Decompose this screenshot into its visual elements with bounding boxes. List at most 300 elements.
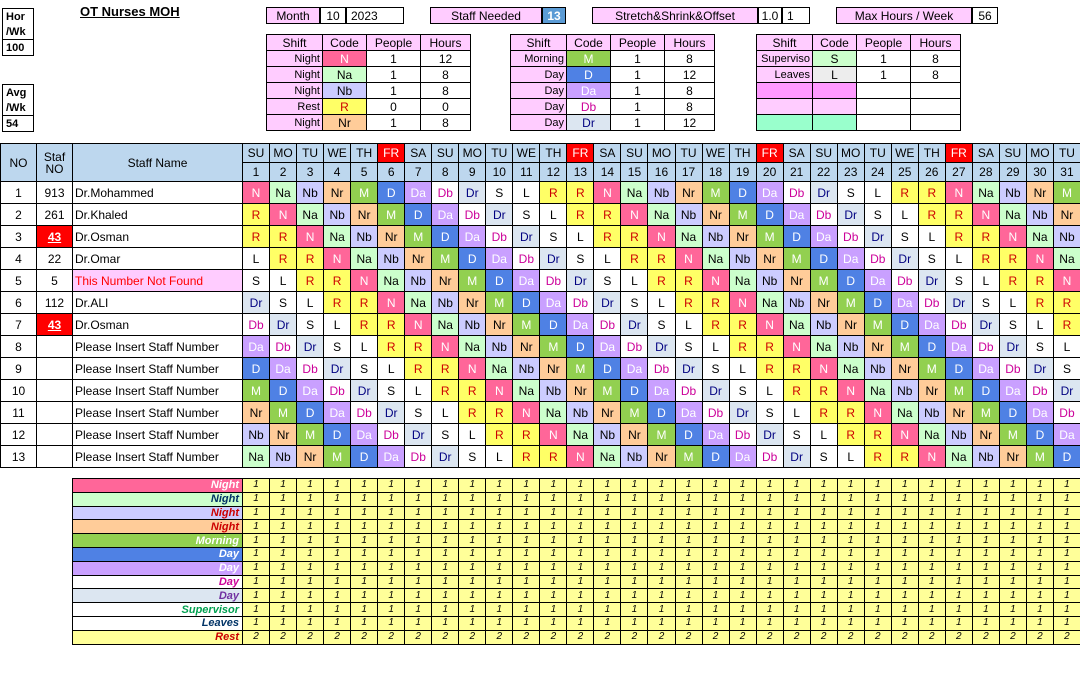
shift-cell[interactable]: Nr [432,270,459,292]
shift-cell[interactable]: Dr [432,446,459,468]
staff-number-cell[interactable] [37,402,73,424]
shift-cell[interactable]: Na [783,314,810,336]
shift-cell[interactable]: R [648,270,675,292]
shift-cell[interactable]: M [756,226,783,248]
shift-cell[interactable]: R [378,336,405,358]
shift-cell[interactable]: Na [729,270,756,292]
shift-cell[interactable]: R [567,182,594,204]
shift-cell[interactable]: Dr [1026,358,1053,380]
shift-cell[interactable]: N [432,336,459,358]
shift-cell[interactable]: Nb [297,182,324,204]
shift-cell[interactable]: Nr [243,402,270,424]
shift-cell[interactable]: S [891,226,918,248]
shift-cell[interactable]: Nb [648,182,675,204]
shift-cell[interactable]: M [648,424,675,446]
shift-cell[interactable]: Dr [351,380,378,402]
shift-cell[interactable]: R [459,402,486,424]
shift-cell[interactable]: R [729,336,756,358]
shift-cell[interactable]: Dr [729,402,756,424]
shift-cell[interactable]: D [432,226,459,248]
shift-cell[interactable]: Nb [621,446,648,468]
shift-cell[interactable]: Db [594,314,621,336]
shift-cell[interactable]: Nr [378,226,405,248]
shift-cell[interactable]: S [864,204,891,226]
shift-cell[interactable]: S [378,380,405,402]
shift-cell[interactable]: Db [945,314,972,336]
shift-cell[interactable]: Db [999,358,1026,380]
shift-cell[interactable]: Nr [675,182,702,204]
shift-cell[interactable]: M [783,248,810,270]
shift-cell[interactable]: M [621,402,648,424]
shift-cell[interactable]: L [837,446,864,468]
shift-cell[interactable]: R [270,226,297,248]
shift-cell[interactable]: S [351,358,378,380]
shift-cell[interactable]: Db [405,446,432,468]
shift-cell[interactable]: Db [675,380,702,402]
shift-cell[interactable]: S [297,314,324,336]
shift-cell[interactable]: M [675,446,702,468]
shift-cell[interactable]: Dr [594,292,621,314]
shift-cell[interactable]: M [945,380,972,402]
shift-cell[interactable]: D [648,402,675,424]
shift-cell[interactable]: Dr [945,292,972,314]
shift-cell[interactable]: R [783,380,810,402]
shift-cell[interactable]: S [594,270,621,292]
shift-cell[interactable]: N [945,182,972,204]
shift-cell[interactable]: M [540,336,567,358]
shift-cell[interactable]: Na [810,336,837,358]
shift-cell[interactable]: D [459,248,486,270]
shift-cell[interactable]: Da [1026,402,1053,424]
shift-cell[interactable]: Dr [405,424,432,446]
shift-cell[interactable]: Dr [810,182,837,204]
shift-cell[interactable]: Db [702,402,729,424]
shift-cell[interactable]: Dr [297,336,324,358]
shift-cell[interactable]: Da [378,446,405,468]
shift-cell[interactable]: R [810,380,837,402]
shift-cell[interactable]: D [567,336,594,358]
shift-cell[interactable]: S [675,336,702,358]
shift-cell[interactable]: S [243,270,270,292]
shift-cell[interactable]: Dr [918,270,945,292]
shift-cell[interactable]: N [756,314,783,336]
shift-cell[interactable]: Da [783,204,810,226]
shift-cell[interactable]: Nr [729,226,756,248]
shift-cell[interactable]: S [648,314,675,336]
shift-cell[interactable]: Nb [837,336,864,358]
shift-cell[interactable]: L [783,402,810,424]
shift-cell[interactable]: M [567,358,594,380]
shift-cell[interactable]: Nb [999,182,1026,204]
shift-cell[interactable]: D [513,292,540,314]
shift-cell[interactable]: S [432,424,459,446]
shift-cell[interactable]: R [999,248,1026,270]
shift-cell[interactable]: Da [756,182,783,204]
shift-cell[interactable]: Dr [243,292,270,314]
shift-cell[interactable]: Na [918,424,945,446]
staff-number-cell[interactable]: 43 [37,226,73,248]
shift-cell[interactable]: Da [594,336,621,358]
shift-cell[interactable]: Nb [486,336,513,358]
shift-cell[interactable]: Da [648,380,675,402]
shift-cell[interactable]: Nr [297,446,324,468]
shift-cell[interactable]: R [486,424,513,446]
shift-cell[interactable]: R [621,248,648,270]
shift-cell[interactable]: L [432,402,459,424]
shift-cell[interactable]: Na [459,336,486,358]
shift-cell[interactable]: M [1053,182,1080,204]
shift-cell[interactable]: Dr [972,314,999,336]
shift-cell[interactable]: Da [1053,424,1080,446]
shift-cell[interactable]: Nb [270,446,297,468]
shift-cell[interactable]: Db [1053,402,1080,424]
shift-cell[interactable]: R [351,292,378,314]
shift-cell[interactable]: Nb [729,248,756,270]
shift-cell[interactable]: Nb [945,424,972,446]
shift-cell[interactable]: L [972,270,999,292]
staff-number-cell[interactable] [37,424,73,446]
shift-cell[interactable]: Dr [1053,380,1080,402]
shift-cell[interactable]: L [621,270,648,292]
shift-cell[interactable]: L [351,336,378,358]
shift-cell[interactable]: R [999,270,1026,292]
staff-number-cell[interactable]: 5 [37,270,73,292]
shift-cell[interactable]: N [351,270,378,292]
shift-cell[interactable]: Db [648,358,675,380]
shift-cell[interactable]: Db [243,314,270,336]
shift-cell[interactable]: Na [378,270,405,292]
shift-cell[interactable]: Nb [1053,226,1080,248]
shift-cell[interactable]: Dr [756,424,783,446]
shift-cell[interactable]: S [810,446,837,468]
shift-cell[interactable]: Nb [918,402,945,424]
shift-cell[interactable]: M [918,358,945,380]
shift-cell[interactable]: Db [540,270,567,292]
shift-cell[interactable]: Na [945,446,972,468]
shift-cell[interactable]: N [891,424,918,446]
shift-cell[interactable]: S [702,358,729,380]
shift-cell[interactable]: Dr [837,204,864,226]
shift-cell[interactable]: R [324,292,351,314]
shift-cell[interactable]: R [243,226,270,248]
shift-cell[interactable]: Db [378,424,405,446]
shift-cell[interactable]: Nr [486,314,513,336]
staff-number-cell[interactable] [37,336,73,358]
shift-cell[interactable]: L [1026,314,1053,336]
stretch-b-input[interactable]: 1 [782,7,810,24]
shift-cell[interactable]: L [324,314,351,336]
staff-number-cell[interactable]: 913 [37,182,73,204]
shift-cell[interactable]: Db [297,358,324,380]
shift-cell[interactable]: Na [540,402,567,424]
shift-cell[interactable]: N [864,402,891,424]
shift-cell[interactable]: S [486,182,513,204]
shift-cell[interactable]: M [405,226,432,248]
shift-cell[interactable]: D [972,380,999,402]
shift-cell[interactable]: R [459,380,486,402]
shift-cell[interactable]: Nr [837,314,864,336]
shift-cell[interactable]: Dr [486,204,513,226]
shift-cell[interactable]: Nr [918,380,945,402]
shift-cell[interactable]: R [243,204,270,226]
shift-cell[interactable]: R [891,182,918,204]
shift-cell[interactable]: L [270,270,297,292]
shift-cell[interactable]: M [486,292,513,314]
shift-cell[interactable]: N [972,204,999,226]
shift-cell[interactable]: R [405,336,432,358]
shift-cell[interactable]: Da [513,270,540,292]
shift-cell[interactable]: Nb [810,314,837,336]
shift-cell[interactable]: R [972,248,999,270]
shift-cell[interactable]: Db [810,204,837,226]
shift-cell[interactable]: Dr [567,270,594,292]
shift-cell[interactable]: Da [405,182,432,204]
shift-cell[interactable]: S [945,270,972,292]
shift-cell[interactable]: D [324,424,351,446]
shift-cell[interactable]: N [324,248,351,270]
shift-cell[interactable]: S [540,226,567,248]
shift-cell[interactable]: Db [783,182,810,204]
staff-number-cell[interactable]: 22 [37,248,73,270]
shift-cell[interactable]: M [729,204,756,226]
shift-cell[interactable]: R [783,358,810,380]
shift-cell[interactable]: Db [621,336,648,358]
shift-cell[interactable]: Na [405,292,432,314]
shift-cell[interactable]: M [810,270,837,292]
shift-cell[interactable]: D [378,182,405,204]
shift-cell[interactable]: D [918,336,945,358]
shift-cell[interactable]: Nb [891,380,918,402]
shift-cell[interactable]: R [486,402,513,424]
shift-cell[interactable]: D [243,358,270,380]
shift-cell[interactable]: R [702,292,729,314]
shift-cell[interactable]: L [810,424,837,446]
shift-cell[interactable]: R [891,446,918,468]
shift-cell[interactable]: D [486,270,513,292]
shift-cell[interactable]: R [1053,292,1080,314]
shift-cell[interactable]: M [243,380,270,402]
shift-cell[interactable]: D [756,204,783,226]
shift-cell[interactable]: D [864,292,891,314]
shift-cell[interactable]: Dr [891,248,918,270]
staff-number-cell[interactable]: 112 [37,292,73,314]
shift-cell[interactable]: Da [540,292,567,314]
shift-cell[interactable]: M [351,182,378,204]
shift-cell[interactable]: N [1026,248,1053,270]
shift-cell[interactable]: Da [810,226,837,248]
shift-cell[interactable]: Na [648,204,675,226]
shift-cell[interactable]: M [378,204,405,226]
shift-cell[interactable]: L [945,248,972,270]
shift-cell[interactable]: L [567,226,594,248]
shift-cell[interactable]: D [945,358,972,380]
shift-cell[interactable]: Nb [756,270,783,292]
shift-cell[interactable]: M [432,248,459,270]
shift-cell[interactable]: Dr [324,358,351,380]
shift-cell[interactable]: Na [270,182,297,204]
shift-cell[interactable]: D [1026,424,1053,446]
shift-cell[interactable]: Nr [702,204,729,226]
shift-cell[interactable]: Nr [756,248,783,270]
shift-cell[interactable]: L [729,358,756,380]
shift-cell[interactable]: N [594,182,621,204]
shift-cell[interactable]: Db [459,204,486,226]
shift-cell[interactable]: R [297,248,324,270]
shift-cell[interactable]: Dr [702,380,729,402]
shift-cell[interactable]: R [864,446,891,468]
stretch-a-input[interactable]: 1.0 [758,7,782,24]
shift-cell[interactable]: R [432,380,459,402]
shift-cell[interactable]: L [486,446,513,468]
shift-cell[interactable]: L [297,292,324,314]
shift-cell[interactable]: Da [621,358,648,380]
max-hours-input[interactable]: 56 [972,7,998,24]
shift-cell[interactable]: D [621,380,648,402]
shift-cell[interactable]: Na [351,248,378,270]
shift-cell[interactable]: Nr [810,292,837,314]
shift-cell[interactable]: R [513,446,540,468]
shift-cell[interactable]: Nb [243,424,270,446]
shift-cell[interactable]: N [999,226,1026,248]
shift-cell[interactable]: Na [756,292,783,314]
shift-cell[interactable]: S [1026,336,1053,358]
shift-cell[interactable]: Db [729,424,756,446]
shift-cell[interactable]: N [783,336,810,358]
shift-cell[interactable]: Na [621,182,648,204]
shift-cell[interactable]: M [972,402,999,424]
shift-cell[interactable]: N [459,358,486,380]
shift-cell[interactable]: R [513,424,540,446]
shift-cell[interactable]: M [837,292,864,314]
shift-cell[interactable]: Nb [864,358,891,380]
shift-cell[interactable]: L [1053,336,1080,358]
shift-cell[interactable]: L [594,248,621,270]
shift-cell[interactable]: Db [891,270,918,292]
shift-cell[interactable]: Db [864,248,891,270]
shift-cell[interactable]: Dr [648,336,675,358]
shift-cell[interactable]: D [270,380,297,402]
shift-cell[interactable]: Nr [459,292,486,314]
shift-cell[interactable]: L [405,380,432,402]
shift-cell[interactable]: Na [567,424,594,446]
shift-cell[interactable]: L [891,204,918,226]
staff-number-cell[interactable] [37,358,73,380]
shift-cell[interactable]: Na [1026,226,1053,248]
shift-cell[interactable]: Nr [405,248,432,270]
shift-cell[interactable]: D [783,226,810,248]
shift-cell[interactable]: Da [891,292,918,314]
shift-cell[interactable]: Na [999,204,1026,226]
shift-cell[interactable]: S [756,402,783,424]
shift-cell[interactable]: Nb [378,248,405,270]
shift-cell[interactable]: S [837,182,864,204]
shift-cell[interactable]: R [810,402,837,424]
shift-cell[interactable]: L [648,292,675,314]
shift-cell[interactable]: N [729,292,756,314]
shift-cell[interactable]: Nb [972,446,999,468]
shift-cell[interactable]: M [459,270,486,292]
shift-cell[interactable]: Nr [594,402,621,424]
shift-cell[interactable]: D [702,446,729,468]
shift-cell[interactable]: S [513,204,540,226]
shift-cell[interactable]: R [702,314,729,336]
shift-cell[interactable]: Dr [270,314,297,336]
shift-cell[interactable]: N [540,424,567,446]
shift-cell[interactable]: Db [486,226,513,248]
shift-cell[interactable]: Nr [324,182,351,204]
shift-cell[interactable]: Db [567,292,594,314]
shift-cell[interactable]: D [891,314,918,336]
shift-cell[interactable]: S [459,446,486,468]
shift-cell[interactable]: R [621,226,648,248]
shift-cell[interactable]: Da [675,402,702,424]
shift-cell[interactable]: Na [702,248,729,270]
shift-cell[interactable]: S [918,248,945,270]
shift-cell[interactable]: Nb [675,204,702,226]
shift-cell[interactable]: D [729,182,756,204]
shift-cell[interactable]: R [540,182,567,204]
shift-cell[interactable]: D [297,402,324,424]
shift-cell[interactable]: Db [351,402,378,424]
shift-cell[interactable]: R [756,336,783,358]
shift-cell[interactable]: Nr [972,424,999,446]
shift-cell[interactable]: Nb [567,402,594,424]
shift-cell[interactable]: R [297,270,324,292]
shift-cell[interactable]: N [702,270,729,292]
shift-cell[interactable]: Nb [324,204,351,226]
shift-cell[interactable]: Db [513,248,540,270]
shift-cell[interactable]: Da [999,380,1026,402]
shift-cell[interactable]: M [270,402,297,424]
shift-cell[interactable]: Nb [432,292,459,314]
shift-cell[interactable]: Db [324,380,351,402]
shift-cell[interactable]: N [486,380,513,402]
shift-cell[interactable]: R [864,424,891,446]
shift-cell[interactable]: Na [243,446,270,468]
shift-cell[interactable]: Da [702,424,729,446]
shift-cell[interactable]: S [1053,358,1080,380]
shift-cell[interactable]: R [432,358,459,380]
shift-cell[interactable]: Da [972,358,999,380]
shift-cell[interactable]: Na [324,226,351,248]
shift-cell[interactable]: L [459,424,486,446]
shift-cell[interactable]: Da [459,226,486,248]
shift-cell[interactable]: M [1026,446,1053,468]
shift-cell[interactable]: L [378,358,405,380]
shift-cell[interactable]: Da [297,380,324,402]
shift-cell[interactable]: L [999,292,1026,314]
shift-cell[interactable]: N [405,314,432,336]
year-input[interactable]: 2023 [346,7,404,24]
shift-cell[interactable]: Da [918,314,945,336]
shift-cell[interactable]: Nb [783,292,810,314]
shift-cell[interactable]: Nb [513,358,540,380]
shift-cell[interactable]: R [270,248,297,270]
shift-cell[interactable]: S [405,402,432,424]
shift-cell[interactable]: D [540,314,567,336]
shift-cell[interactable]: Nr [513,336,540,358]
shift-cell[interactable]: S [567,248,594,270]
shift-cell[interactable]: Nb [351,226,378,248]
shift-cell[interactable]: N [513,402,540,424]
shift-cell[interactable]: S [972,292,999,314]
shift-cell[interactable]: Nr [270,424,297,446]
shift-cell[interactable]: Na [864,380,891,402]
shift-cell[interactable]: R [675,270,702,292]
month-input[interactable]: 10 [320,7,346,24]
shift-cell[interactable]: Nr [648,446,675,468]
shift-cell[interactable]: Na [432,314,459,336]
